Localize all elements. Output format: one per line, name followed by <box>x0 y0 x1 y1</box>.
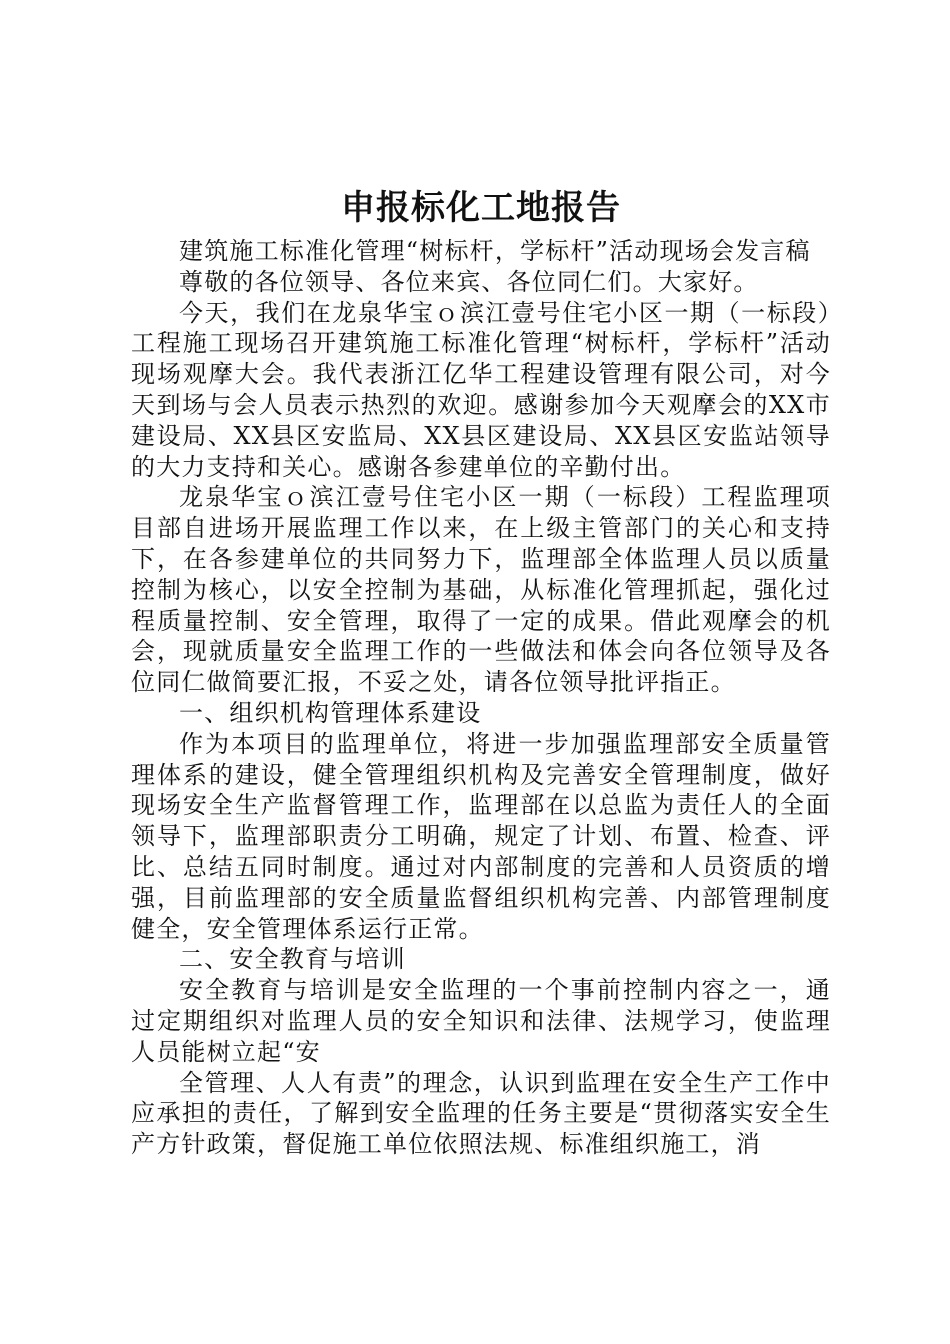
document-page <box>131 180 831 1160</box>
paragraph-training: 安全教育与培训是安全监理的一个事前控制内容之一，通过定期组织对监理人员的安全知识和法律、法规学习，使监理人员能树立起“安 <box>131 976 831 1066</box>
paragraph-welcome: 今天，我们在龙泉华宝ｏ滨江壹号住宅小区一期（一标段）工程施工现场召开建筑施工标准化管理“树标杆，学标杆”活动现场观摩大会。我代表浙江亿华工程建设管理有限公司，对今天到场与会人员表示热烈的欢迎。感谢参加今天观摩会的XX市建设局、XX县区安监局、XX县区建设局、XX县区安监站领导的大力支持和关心。感谢各参建单位的辛勤付出。 <box>131 298 831 481</box>
section-heading-organization: 一、组织机构管理体系建设 <box>179 698 482 727</box>
paragraph-speech-heading: 建筑施工标准化管理“树标杆，学标杆”活动现场会发言稿 <box>179 237 811 265</box>
paragraph-greeting: 尊敬的各位领导、各位来宾、各位同仁们。大家好。 <box>179 267 759 296</box>
paragraph-training-continued: 全管理、人人有责”的理念，认识到监理在安全生产工作中应承担的责任，了解到安全监理的任务主要是“贯彻落实安全生产方针政策，督促施工单位依照法规、标准组织施工，消 <box>131 1068 831 1159</box>
paragraph-organization: 作为本项目的监理单位，将进一步加强监理部安全质量管理体系的建设，健全管理组织机构及完善安全管理制度，做好现场安全生产监督管理工作，监理部在以总监为责任人的全面领导下，监理部职责分工明确，规定了计划、布置、检查、评比、总结五同时制度。通过对内部制度的完善和人员资质的增强，目前监理部的安全质量监督组织机构完善、内部管理制度健全，安全管理体系运行正常。 <box>131 729 831 943</box>
paragraph-project-intro: 龙泉华宝ｏ滨江壹号住宅小区一期（一标段）工程监理项目部自进场开展监理工作以来，在上级主管部门的关心和支持下，在各参建单位的共同努力下，监理部全体监理人员以质量控制为核心，以安全控制为基础，从标准化管理抓起，强化过程质量控制、安全管理，取得了一定的成果。借此观摩会的机会，现就质量安全监理工作的一些做法和体会向各位领导及各位同仁做简要汇报，不妥之处，请各位领导批评指正。 <box>131 483 831 697</box>
document-title: 申报标化工地报告 <box>341 188 621 228</box>
section-heading-training: 二、安全教育与培训 <box>179 945 406 974</box>
